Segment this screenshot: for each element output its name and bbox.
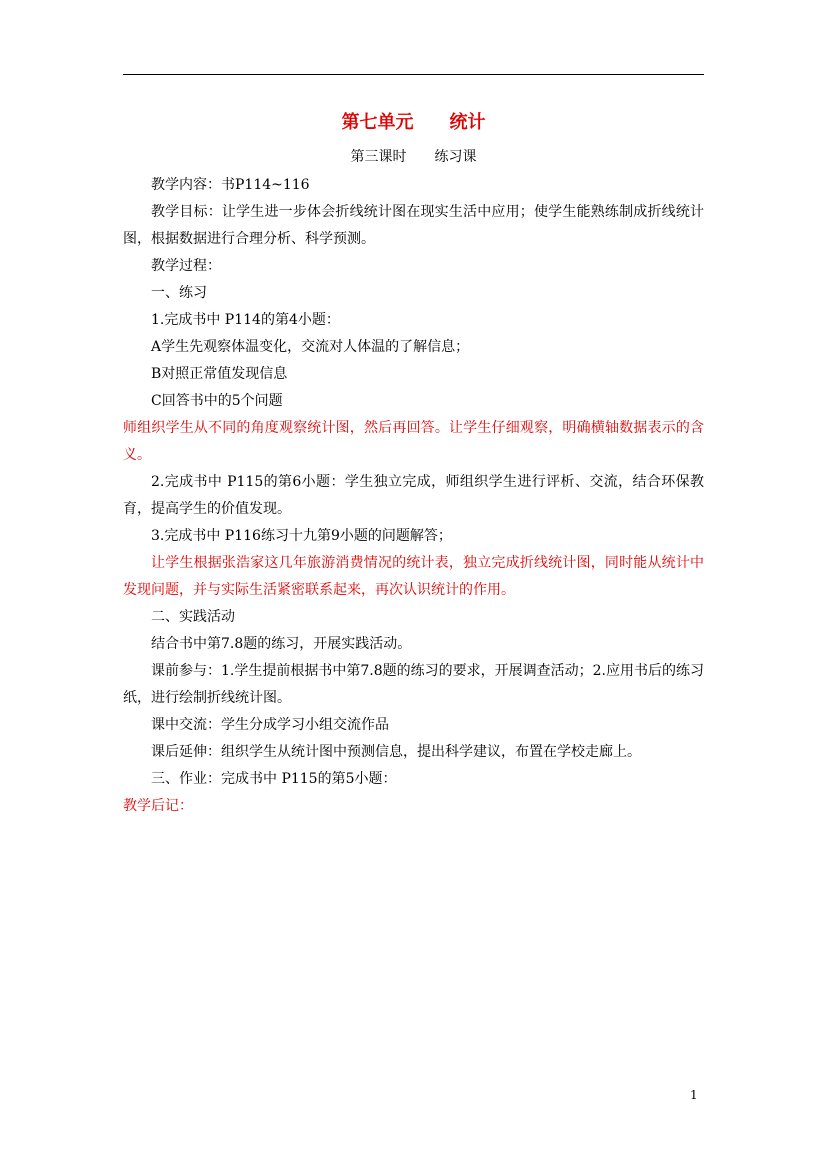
header-rule (123, 74, 704, 75)
teacher-note-2: 让学生根据张浩家这几年旅游消费情况的统计表，独立完成折线统计图，同时能从统计中发现问题，并与实际生活紧密联系起来，再次认识统计的作用。 (123, 555, 704, 598)
section-practice-heading: 一、练习 (151, 285, 207, 301)
page-title: 第七单元 统计 (341, 112, 486, 133)
exercise-1-step-c: C回答书中的5个问题 (151, 393, 283, 409)
page-subtitle: 第三课时 练习课 (350, 149, 477, 165)
teaching-content: 教学内容：书P114~116 (151, 177, 310, 193)
exercise-3: 3.完成书中 P116练习十九第9小题的问题解答； (151, 528, 452, 544)
exercise-1-step-b: B对照正常值发现信息 (151, 366, 288, 382)
practice-activity-intro: 结合书中第7.8题的练习，开展实践活动。 (151, 636, 412, 652)
exercise-2: 2.完成书中 P115的第6小题：学生独立完成，师组织学生进行评析、交流，结合环保教育，提高学生的价值发现。 (123, 474, 704, 517)
document-body (123, 172, 704, 820)
pre-class-participation: 课前参与：1.学生提前根据书中第7.8题的练习的要求，开展调查活动；2.应用书后的练习纸，进行绘制折线统计图。 (123, 663, 704, 706)
exercise-1: 1.完成书中 P114的第4小题： (151, 312, 340, 328)
section-practice-activity-heading: 二、实践活动 (151, 609, 235, 625)
teacher-note-1: 师组织学生从不同的角度观察统计图，然后再回答。让学生仔细观察，明确横轴数据表示的含义。 (123, 420, 704, 463)
in-class-exchange: 课中交流：学生分成学习小组交流作品 (151, 717, 389, 733)
exercise-1-step-a: A学生先观察体温变化，交流对人体温的了解信息； (151, 339, 470, 355)
page-number: 1 (690, 1088, 698, 1102)
teaching-reflection-label: 教学后记： (123, 798, 193, 814)
after-class-extension: 课后延伸：组织学生从统计图中预测信息，提出科学建议，布置在学校走廊上。 (151, 744, 641, 760)
teaching-objective: 教学目标：让学生进一步体会折线统计图在现实生活中应用；使学生能熟练制成折线统计图，根据数据进行合理分析、科学预测。 (123, 204, 704, 247)
homework: 三、作业：完成书中 P115的第5小题： (151, 771, 397, 787)
teaching-process-heading: 教学过程： (151, 258, 221, 274)
